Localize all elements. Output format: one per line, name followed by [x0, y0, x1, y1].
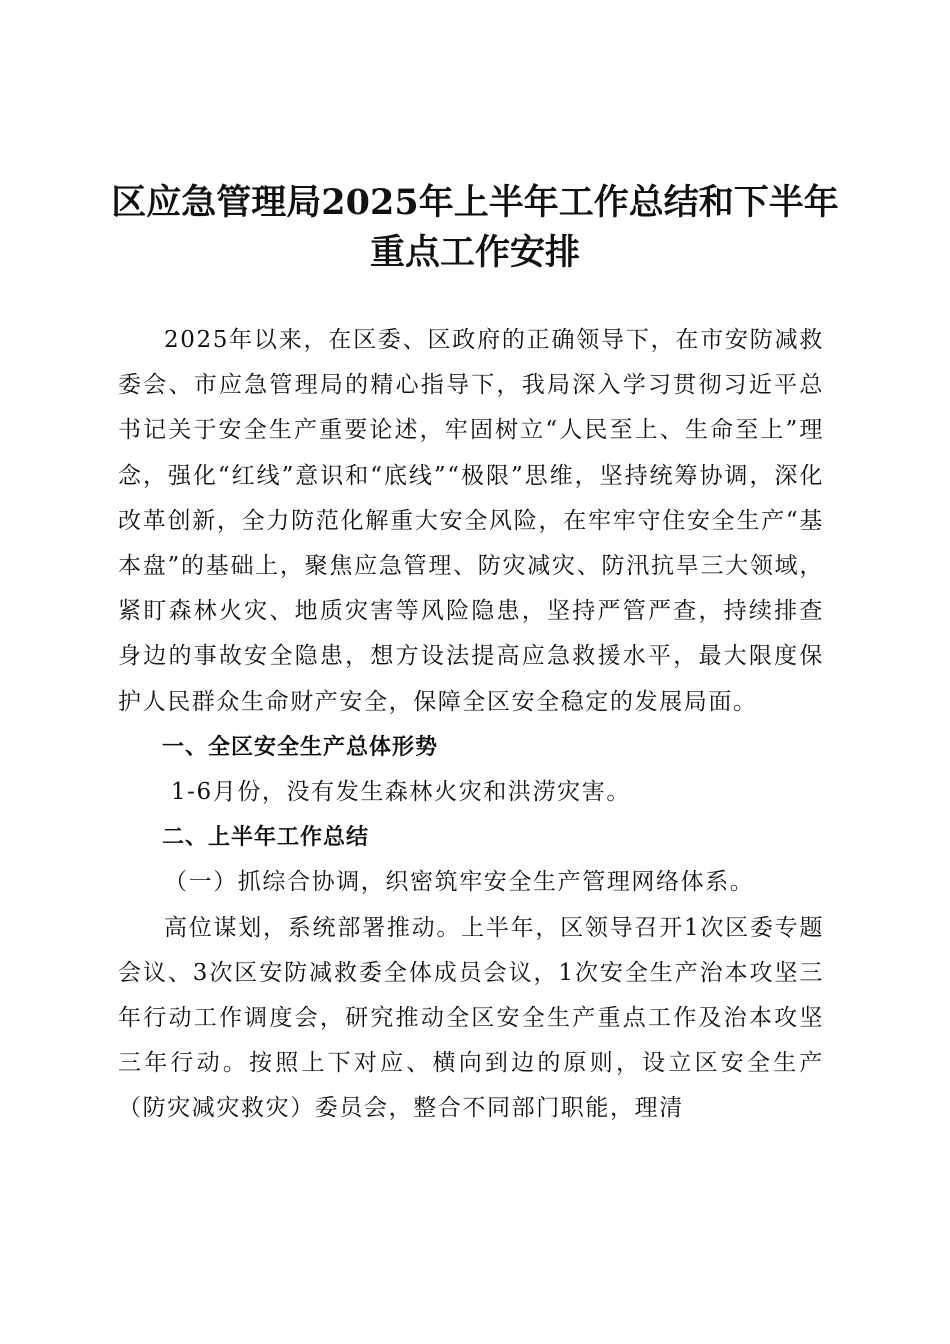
- section-1-heading: 一、全区安全生产总体形势: [162, 734, 439, 760]
- intro-paragraph: 2025年以来，在区委、区政府的正确领导下，在市安防减救委会、市应急管理局的精心指导下，我局深入学习贯彻习近平总书记关于安全生产重要论述，牢固树立“人民至上、生命至上”理念，强化“红线”意识和“底线”“极限”思维，坚持统筹协调，深化改革创新，全力防范化解重大安全风险，在牢牢守住安全生产“基本盘”的基础上，聚焦应急管理、防灾减灾、防汛抗旱三大领域，紧盯森林火灾、地质灾害等风险隐患，坚持严管严查，持续排查身边的事故安全隐患，想方设法提高应急救援水平，最大限度保护人民群众生命财产安全，保障全区安全稳定的发展局面。: [118, 327, 824, 715]
- subsection-1-heading: （一）抓综合协调，织密筑牢安全生产管理网络体系。: [164, 869, 755, 896]
- document-title: 区应急管理局2025年上半年工作总结和下半年重点工作安排: [111, 182, 839, 273]
- subsection-1-paragraph: 高位谋划，系统部署推动。上半年，区领导召开1次区委专题会议、3次区安防减救委全体成员会议，1次安全生产治本攻坚三年行动工作调度会，研究推动全区安全生产重点工作及治本攻坚三年行动。按照上下对应、横向到边的原则，设立区安全生产（防灾减灾救灾）委员会，整合不同部门职能，理清: [118, 914, 824, 1122]
- section-1-text: 1-6月份，没有发生森林火灾和洪涝灾害。: [170, 779, 631, 806]
- document-body: [118, 318, 824, 1132]
- section-2-heading: 二、上半年工作总结: [162, 825, 370, 851]
